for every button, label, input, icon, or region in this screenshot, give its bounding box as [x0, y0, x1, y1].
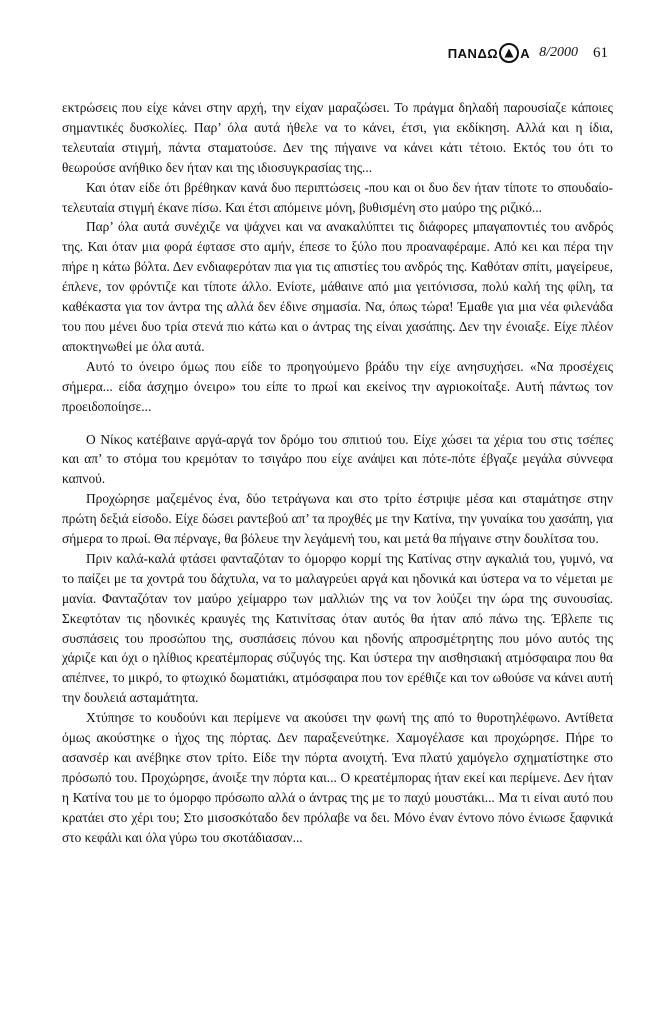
page-number: 61 — [593, 44, 608, 61]
paragraph: Παρ’ όλα αυτά συνέχιζε να ψάχνει και να ανακαλύπτει τις διάφορες μπαγαποντιές του ανδρός της. Και όταν μια φορά έφτασε στο αμήν, έπεσε το ξύλο που προαναφέραμε. Από κει και πέρα την πήρε η κάτω βόλτα. Δεν ενδιαφερόταν πια για τις απιστίες του ανδρός της. Καθόταν σπίτι, μαγείρευε, έπλενε, τον φρόντιζε και τίποτε άλλο. Ενίοτε, μάθαινε από μια γειτόνισσα, πολύ καλή της φίλη, τα καθέκαστα για τον άντρα της αλλά δεν έδινε σημασία. Να, όπως τώρα! Έμαθε για μια νέα φιλενάδα του που μένει δυο τρία στενά πιο κάτω και ο άντρας της είναι χασάπης. Δεν την ένοιαξε. Είχε πλέον αποκτηνωθεί με όλα αυτά. — [62, 219, 613, 354]
pyramid-icon — [499, 43, 519, 63]
logo-text-right: Α — [520, 45, 531, 61]
magazine-logo — [448, 43, 530, 63]
paragraph: Ο Νίκος κατέβαινε αργά-αργά τον δρόμο του σπιτιού του. Είχε χώσει τα χέρια του στις τσέπες και απ’ το στόμα του κρεμόταν το τσιγάρο που είχε ανάψει και πότε-πότε έβγαζε μεγάλα σύννεφα καπνού. — [62, 431, 613, 487]
article-body — [62, 98, 613, 848]
section-break — [62, 417, 613, 430]
issue-number: 8/2000 — [539, 45, 578, 60]
paragraph: εκτρώσεις που είχε κάνει στην αρχή, την είχαν μαραζώσει. Το πράγμα δηλαδή παρουσίαζε κάποιες σημαντικές δυσκολίες. Παρ’ όλα αυτά ήθελε να το κάνει, έτσι, για εκδίκηση. Αλλά και η ίδια, τελευταία στιγμή, πάντα σταματούσε. Δεν της πήγαινε να κάνει κάτι τέτοιο. Εκτός του ότι το θεωρούσε ανήθικο δεν ήταν και της ιδιοσυγκρασίας της... — [62, 100, 613, 175]
logo-text-left: ΠΑΝΔΩ — [447, 45, 499, 61]
paragraph: Πριν καλά-καλά φτάσει φανταζόταν το όμορφο κορμί της Κατίνας στην αγκαλιά του, γυμνό, να το παίζει με τα χοντρά του δάχτυλα, να το μαλαγρεύει αργά και ηδονικά και ύστερα να το νέμεται με μανία. Φανταζόταν τον μαύρο χείμαρρο των μαλλιών της να τον λούζει την ώρα της συνουσίας. Σκεφτόταν τις ηδονικές κραυγές της Κατινίτσας όταν αυτός θα ήταν από πάνω της. Έβλεπε τις συσπάσεις του προσώπου της, συσπάσεις πόνου και ηδονής απροσμέτρητης που μόνο αυτός της χάριζε και όχι ο ηλίθιος κρεατέμπορας σύζυγός της. Και ύστερα την αισθησιακή ατμόσφαιρα που θα απέπνεε, το μικρό, το φτωχικό δωματιάκι, ατμόσφαιρα που τον ερέθιζε και τον ωθούσε να κάνει αυτή την δουλειά ασταμάτητα. — [62, 550, 613, 706]
running-header — [448, 43, 608, 63]
paragraph: Και όταν είδε ότι βρέθηκαν κανά δυο περιπτώσεις -που και οι δυο δεν ήταν τίποτε το σπουδαίο- τελευταία στιγμή έκανε πίσω. Και έτσι απόμεινε μόνη, βυθισμένη στο μαύρο της ριζικό... — [62, 179, 613, 215]
paragraph: Προχώρησε μαζεμένος ένα, δύο τετράγωνα και στο τρίτο έστριψε μέσα και σταμάτησε στην πρώτη δεξιά είσοδο. Είχε δώσει ραντεβού απ’ τα προχθές με την Κατίνα, την γυναίκα του χασάπη, για σήμερα το πρωί. Θα πέρναγε, θα βόλευε την λεγάμενή του, και μετά θα πήγαινε στην δουλίτσα του. — [62, 491, 613, 547]
paragraph: Αυτό το όνειρο όμως που είδε το προηγούμενο βράδυ την είχε ανησυχήσει. «Να προσέχεις σήμερα... είδα άσχημο όνειρο» του είπε το πρωί και εκείνος την αγριοκοίταξε. Αυτή πάντως τον προειδοποίησε... — [62, 358, 613, 414]
paragraph: Χτύπησε το κουδούνι και περίμενε να ακούσει την φωνή της από το θυροτηλέφωνο. Αντίθετα όμως ακούστηκε ο ήχος της πόρτας. Δεν παραξενεύτηκε. Χαμογέλασε και προχώρησε. Πήρε το ασανσέρ και ανέβηκε στον τρίτο. Είδε την πόρτα ανοιχτή. Ένα πλατύ χαμόγελο σχηματίστηκε στο πρόσωπό του. Προχώρησε, άνοιξε την πόρτα και... Ο κρεατέμπορας ήταν εκεί και περίμενε. Δεν ήταν η Κατίνα του με το όμορφο πρόσωπο αλλά ο άντρας της με το παχύ μουστάκι... Μα τι είναι αυτό που κρατάει στο χέρι του; Στο μισοσκόταδο δεν πρόλαβε να δει. Μόνο έναν έντονο πόνο ένιωσε ξαφνικά στο κεφάλι και όλα γύρω του σκοτάδιασαν... — [62, 710, 613, 845]
